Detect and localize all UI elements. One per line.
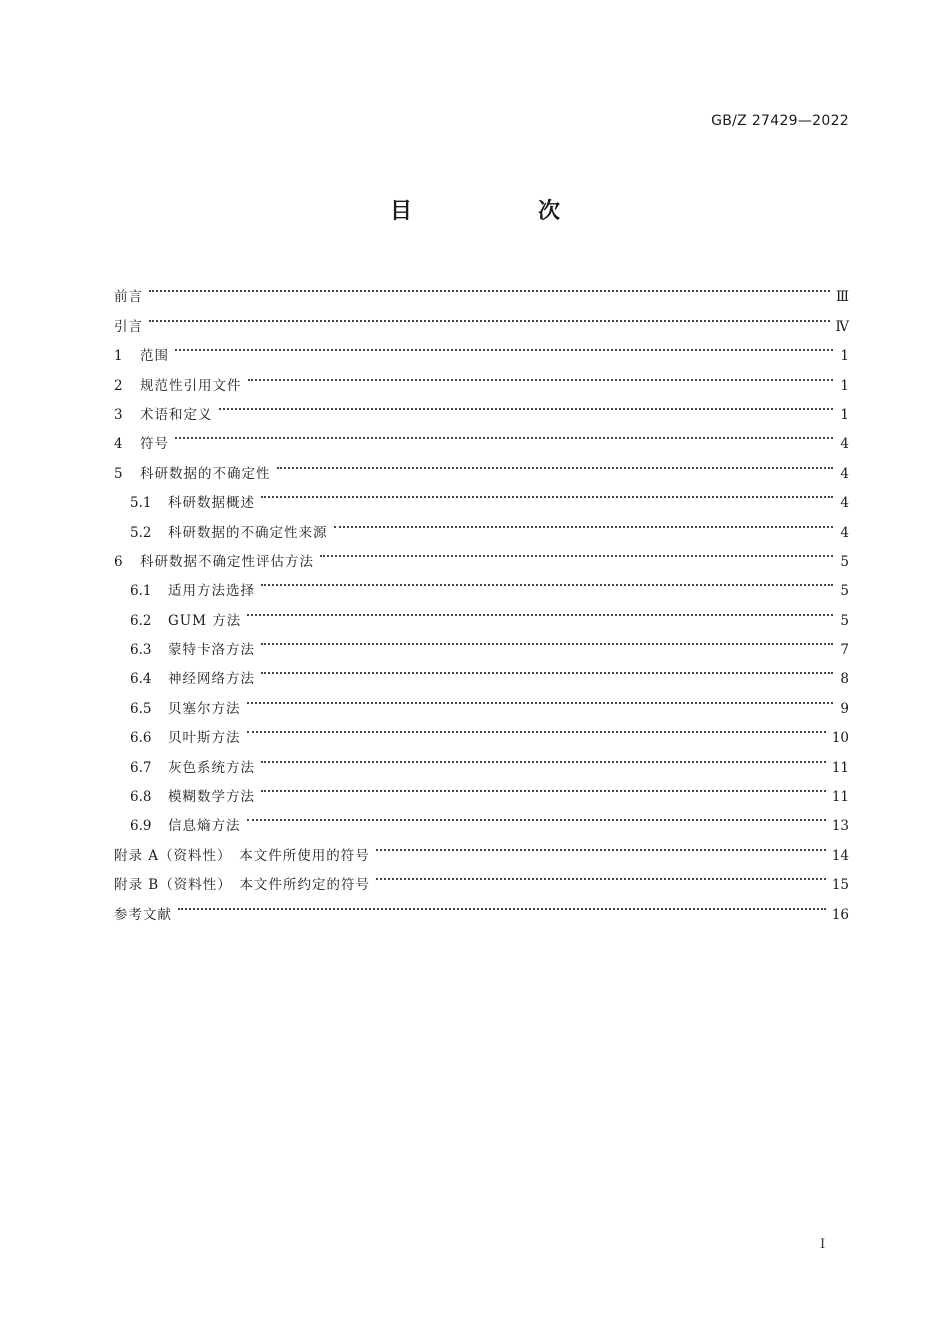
toc-entry-number: 5.2 xyxy=(130,524,152,541)
toc-entry-label: 引言 xyxy=(114,318,143,335)
dot-leader xyxy=(261,478,833,507)
table-of-contents xyxy=(114,272,849,923)
page-title: 目 次 xyxy=(389,199,612,224)
toc-entry-number: 3 xyxy=(114,406,123,423)
page-number: I xyxy=(820,1237,826,1252)
dot-leader xyxy=(149,272,830,301)
toc-entry-page: 10 xyxy=(831,730,849,747)
toc-entry-page: 15 xyxy=(831,877,849,894)
toc-entry-page: 5 xyxy=(840,612,849,629)
dot-leader xyxy=(261,566,833,595)
toc-entry-page: 1 xyxy=(840,406,849,423)
dot-leader xyxy=(261,742,826,771)
toc-entry[interactable] xyxy=(114,331,849,365)
dot-leader xyxy=(376,830,826,859)
dot-leader xyxy=(320,537,833,566)
dot-leader xyxy=(277,448,834,477)
toc-entry-number: 4 xyxy=(114,436,123,453)
dot-leader xyxy=(175,331,833,360)
toc-entry-number: 6.5 xyxy=(130,700,152,717)
toc-entry-label: 符号 xyxy=(140,436,169,453)
toc-entry-label: 附录 B（资料性） 本文件所约定的符号 xyxy=(114,877,370,894)
dot-leader xyxy=(334,507,834,536)
toc-entry-label: 灰色系统方法 xyxy=(168,759,255,776)
toc-entry-page: 13 xyxy=(831,818,849,835)
toc-entry-page: Ⅲ xyxy=(835,289,849,306)
toc-entry[interactable] xyxy=(114,390,849,423)
toc-entry-page: 1 xyxy=(840,348,849,365)
dot-leader xyxy=(261,654,833,683)
toc-entry-label: 科研数据的不确定性 xyxy=(140,465,271,482)
toc-entry-page: 16 xyxy=(831,906,849,923)
toc-entry-page: 14 xyxy=(831,847,849,864)
toc-entry-number: 6 xyxy=(114,553,123,570)
dot-leader xyxy=(248,360,834,389)
toc-entry-page: 7 xyxy=(840,642,849,659)
toc-entry-label: 贝塞尔方法 xyxy=(168,700,241,717)
dot-leader xyxy=(247,801,826,830)
toc-entry-number: 6.8 xyxy=(130,789,152,806)
toc-entry-label: 信息熵方法 xyxy=(168,818,241,835)
toc-entry-number: 6.7 xyxy=(130,759,152,776)
toc-entry-number: 6.1 xyxy=(130,583,152,600)
toc-entry-number: 6.3 xyxy=(130,642,152,659)
dot-leader xyxy=(247,713,826,742)
dot-leader xyxy=(178,889,826,918)
dot-leader xyxy=(261,772,826,801)
toc-entry-label: 贝叶斯方法 xyxy=(168,730,241,747)
toc-entry-page: Ⅳ xyxy=(835,318,849,335)
toc-entry-page: 5 xyxy=(840,583,849,600)
toc-entry[interactable] xyxy=(114,360,849,394)
toc-entry-label: 模糊数学方法 xyxy=(168,789,255,806)
toc-entry-label: 科研数据的不确定性来源 xyxy=(168,524,328,541)
toc-entry-label: 参考文献 xyxy=(114,906,172,923)
toc-entry-label: GUM 方法 xyxy=(168,612,242,629)
standard-code: GB/Z 27429—2022 xyxy=(711,113,849,129)
dot-leader xyxy=(376,860,826,889)
dot-leader xyxy=(149,301,830,330)
toc-entry-label: 适用方法选择 xyxy=(168,583,255,600)
toc-entry[interactable] xyxy=(114,419,849,453)
toc-entry-page: 4 xyxy=(840,495,849,512)
dot-leader xyxy=(175,419,833,448)
dot-leader xyxy=(247,595,833,624)
toc-entry-label: 前言 xyxy=(114,289,143,306)
toc-entry-page: 5 xyxy=(840,553,849,570)
toc-entry-page: 4 xyxy=(840,465,849,482)
toc-entry-number: 6.2 xyxy=(130,612,152,629)
toc-entry-page: 11 xyxy=(831,789,849,806)
toc-entry-label: 范围 xyxy=(140,348,169,365)
toc-entry-label: 术语和定义 xyxy=(140,406,213,423)
toc-entry[interactable] xyxy=(114,889,849,923)
toc-entry-label: 附录 A（资料性） 本文件所使用的符号 xyxy=(114,847,370,864)
toc-entry-number: 1 xyxy=(114,348,123,365)
toc-entry-number: 5 xyxy=(114,465,123,482)
toc-entry[interactable] xyxy=(114,272,849,306)
toc-entry-label: 科研数据概述 xyxy=(168,495,255,512)
toc-entry-number: 5.1 xyxy=(130,495,152,512)
toc-entry-page: 4 xyxy=(840,436,849,453)
dot-leader xyxy=(247,683,834,712)
toc-entry-label: 规范性引用文件 xyxy=(140,377,242,394)
toc-entry-number: 6.9 xyxy=(130,818,152,835)
dot-leader xyxy=(261,625,833,654)
toc-entry-label: 神经网络方法 xyxy=(168,671,255,688)
toc-entry-label: 蒙特卡洛方法 xyxy=(168,642,255,659)
toc-entry-page: 4 xyxy=(840,524,849,541)
toc-entry-page: 9 xyxy=(840,700,849,717)
toc-entry[interactable] xyxy=(114,301,849,335)
toc-entry-page: 8 xyxy=(840,671,849,688)
toc-entry-label: 科研数据不确定性评估方法 xyxy=(140,553,314,570)
toc-entry-page: 11 xyxy=(831,759,849,776)
toc-entry-number: 2 xyxy=(114,377,123,394)
toc-entry-page: 1 xyxy=(840,377,849,394)
toc-entry[interactable] xyxy=(114,448,849,482)
toc-entry-number: 6.4 xyxy=(130,671,152,688)
dot-leader xyxy=(219,390,834,419)
toc-entry-number: 6.6 xyxy=(130,730,152,747)
